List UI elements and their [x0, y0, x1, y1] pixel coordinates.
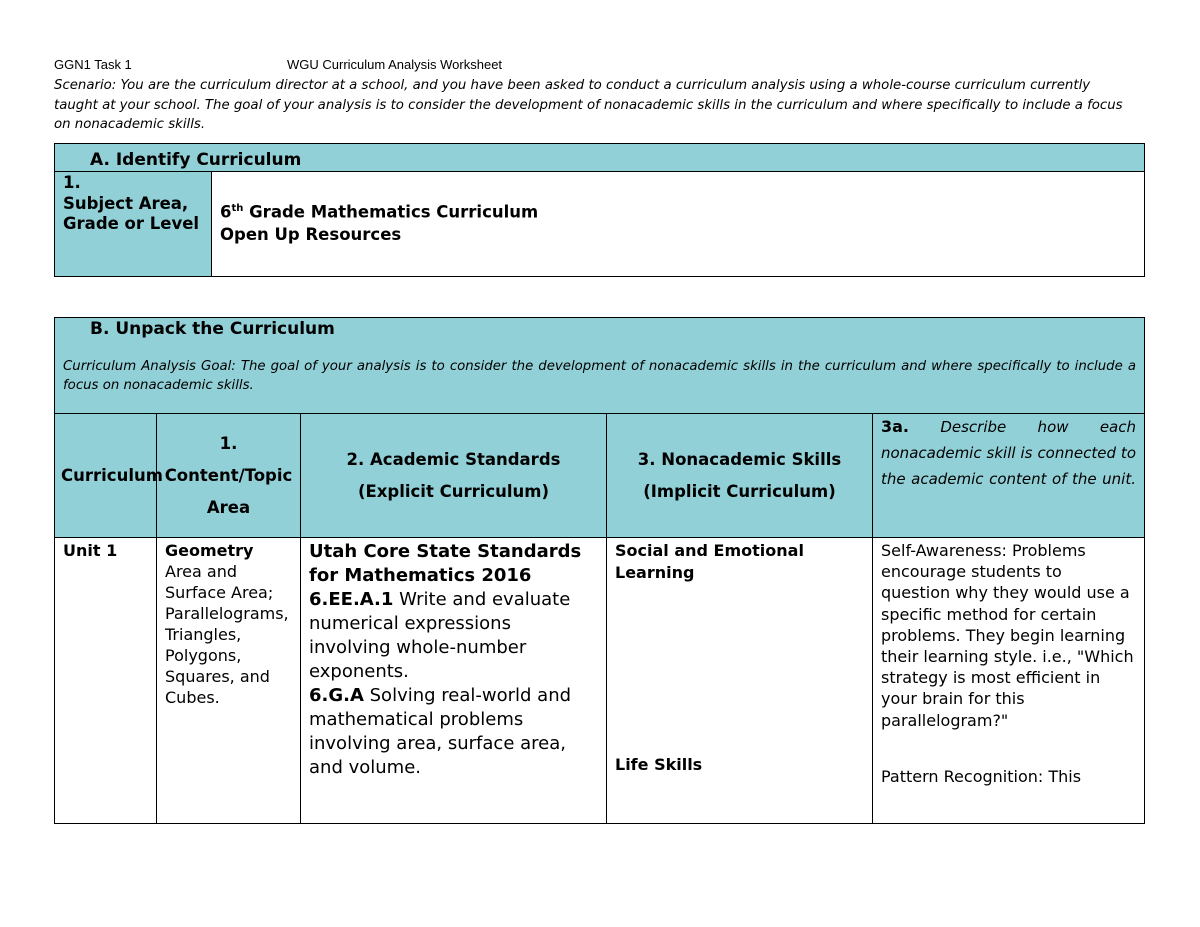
scenario-text: Scenario: You are the curriculum director at a school, and you have been asked to conduct a curriculum analysis using a whole-course curriculum currently taught at your school. The goal of your analysis is to consider the development of nonacademic skills in the curriculum and where specifically to include a focus on nonacademic skills.: [54, 78, 1123, 132]
section-b-title: B. Unpack the Curriculum: [90, 319, 335, 339]
task-label: GGN1 Task 1: [54, 57, 132, 72]
col-header-curriculum: Curriculum: [55, 414, 157, 538]
topic-text: Area and Surface Area; Parallelograms, Triangles, Polygons, Squares, and Cubes.: [165, 562, 289, 707]
description-self-awareness: Self-Awareness: Problems encourage students to question why they would use a specific method for certain problems. They begin learning their learning style. i.e., "Which strategy is most efficient in your brain for this parallelogram?": [881, 541, 1134, 730]
subject-area-label: Subject Area, Grade or Level: [63, 193, 200, 233]
section-a-title: A. Identify Curriculum: [90, 150, 302, 170]
standards-title: Utah Core State Standards for Mathematics 2016: [309, 541, 582, 586]
col-header-academic: 2. Academic Standards (Explicit Curriculum): [301, 414, 607, 538]
topic-cell: [157, 538, 301, 824]
describe-lead: 3a.: [881, 417, 910, 436]
label-number: 1.: [63, 173, 81, 192]
resource-name: Open Up Resources: [220, 224, 402, 244]
standard-2: 6.G.A Solving real-world and mathematical problems involving area, surface area, and volume.: [309, 685, 572, 778]
standard-1: 6.EE.A.1 Write and evaluate numerical expressions involving whole-number exponents.: [309, 589, 571, 682]
unit-cell: [55, 538, 157, 824]
subject-area-label-cell: [55, 172, 212, 277]
skill-life: Life Skills: [615, 755, 703, 774]
document-title: WGU Curriculum Analysis Worksheet: [287, 57, 503, 72]
standards-cell: [301, 538, 607, 824]
subject-area-value-cell: [212, 172, 1145, 277]
analysis-goal: Curriculum Analysis Goal: The goal of your analysis is to consider the development of nonacademic skills in the curriculum and where specifically to include a focus on nonacademic skills.: [63, 359, 1136, 393]
section-a-header: [55, 144, 1145, 172]
col-header-content: 1. Content/Topic Area: [157, 414, 301, 538]
describe-text: Describe how each nonacademic skill is connected to the academic content of the unit.: [881, 418, 1136, 488]
col-header-nonacademic: 3. Nonacademic Skills (Implicit Curriculum): [607, 414, 873, 538]
skills-cell: [607, 538, 873, 824]
description-cell: [873, 538, 1145, 824]
section-b-table: [54, 317, 1145, 824]
col-header-describe: [873, 414, 1145, 538]
grade-line: 6th Grade Mathematics Curriculum: [220, 202, 539, 222]
section-a-table: [54, 143, 1145, 277]
section-b-header: [55, 318, 1145, 414]
skill-sel: Social and Emotional Learning: [615, 541, 804, 582]
unit-label: Unit 1: [63, 541, 118, 560]
topic-title: Geometry: [165, 541, 254, 560]
description-pattern-recognition: Pattern Recognition: This: [881, 766, 1082, 786]
